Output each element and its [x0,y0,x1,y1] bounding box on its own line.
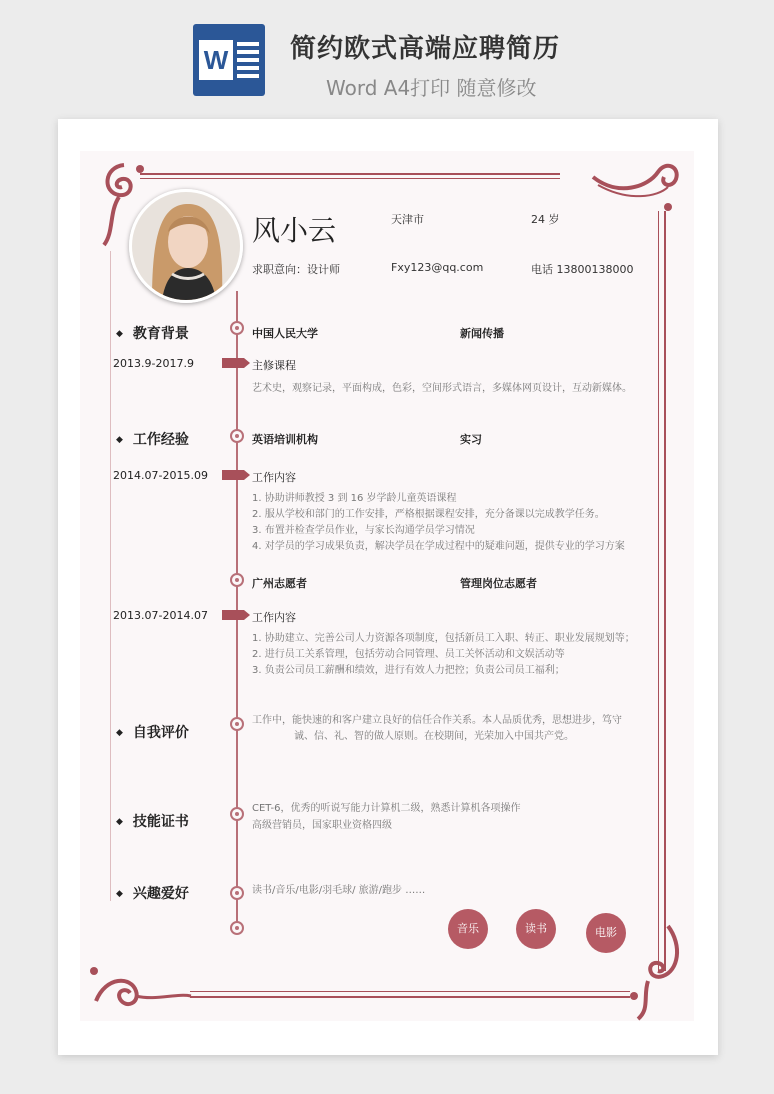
resume-sheet [80,151,694,1021]
timeline-dot [230,886,244,900]
frame-top-line [140,173,560,175]
major: 新闻传播 [460,327,504,340]
job-intent: 求职意向：设计师 [252,263,340,276]
job1-org: 英语培训机构 [252,433,318,446]
school-name: 中国人民大学 [252,327,318,340]
word-letter: W [199,40,233,80]
job2-role: 管理岗位志愿者 [460,577,537,590]
job1-content-label: 工作内容 [252,471,296,484]
arrow-icon [222,358,244,368]
job2-line-3: 3. 负责公司员工薪酬和绩效，进行有效人力把控；负责公司员工福利； [252,665,565,676]
page-header [0,0,774,110]
job2-date: 2013.07-2014.07 [113,609,208,622]
section-title-self: ◆ 自我评价 [116,725,189,741]
frame-left-line [110,251,111,901]
arrow-icon [222,470,244,480]
diamond-icon: ◆ [116,889,123,899]
document-title: 简约欧式高端应聘简历 [290,34,561,64]
ornament-top-right-icon [588,157,688,217]
job2-org: 广州志愿者 [252,577,307,590]
frame-right-line-thin [658,211,659,971]
hobby-bubble-reading: 读书 [516,909,556,949]
timeline-dot [230,921,244,935]
section-title-work: ◆ 工作经验 [116,432,189,448]
age: 24 岁 [531,213,560,226]
education-date: 2013.9-2017.9 [113,357,194,370]
frame-top-line-thin [140,178,560,179]
ornament-bottom-left-icon [86,951,196,1021]
avatar-icon [132,192,240,300]
job1-line-4: 4. 对学员的学习成果负责，解决学员在学成过程中的疑难问题，提供专业的学习方案 [252,541,625,552]
email: Fxy123@qq.com [391,261,484,274]
course-label: 主修课程 [252,359,296,372]
city: 天津市 [391,213,424,226]
document-subtitle: Word A4打印 随意修改 [326,76,537,100]
frame-right-line [664,211,666,971]
self-line-2: 诚、信、礼、智的做人原则。在校期间，光荣加入中国共产党。 [294,731,574,742]
diamond-icon: ◆ [116,728,123,738]
hobby-bubble-music: 音乐 [448,909,488,949]
job2-content-label: 工作内容 [252,611,296,624]
self-line-1: 工作中，能快速的和客户建立良好的信任合作关系。本人品质优秀，思想进步，笃守 [252,715,622,726]
section-title-hobbies: ◆ 兴趣爱好 [116,886,189,902]
skills-line-1: CET-6，优秀的听说写能力计算机二级，熟悉计算机各项操作 [252,803,521,814]
word-icon [193,24,265,96]
job1-role: 实习 [460,433,482,446]
candidate-name: 风小云 [252,214,337,247]
job1-line-1: 1. 协助讲师教授 3 到 16 岁学龄儿童英语课程 [252,493,457,504]
diamond-icon: ◆ [116,435,123,445]
ornament-bottom-right-icon [628,921,692,1021]
arrow-icon [222,610,244,620]
skills-line-2: 高级营销员，国家职业资格四级 [252,820,392,831]
course-list: 艺术史，观察记录，平面构成，色彩，空间形式语言，多媒体网页设计，互动新媒体。 [252,383,632,394]
timeline-dot [230,573,244,587]
resume-page [58,119,718,1055]
diamond-icon: ◆ [116,329,123,339]
job2-line-2: 2. 进行员工关系管理，包括劳动合同管理、员工关怀活动和文娱活动等 [252,649,565,660]
timeline-dot [230,717,244,731]
hobbies-text: 读书/音乐/电影/羽毛球/ 旅游/跑步 …… [252,885,426,896]
job2-line-1: 1. 协助建立、完善公司人力资源各项制度，包括新员工入职、转正、职业发展规划等； [252,633,635,644]
timeline-dot [230,321,244,335]
job1-line-3: 3. 布置并检查学员作业，与家长沟通学员学习情况 [252,525,475,536]
frame-bottom-line [190,996,630,998]
section-title-education: ◆ 教育背景 [116,326,189,342]
timeline-dot [230,429,244,443]
diamond-icon: ◆ [116,817,123,827]
frame-bottom-line-thin [190,991,630,992]
profile-photo [129,189,243,303]
job1-line-2: 2. 服从学校和部门的工作安排，严格根据课程安排，充分备课以完成教学任务。 [252,509,605,520]
timeline-dot [230,807,244,821]
section-title-skills: ◆ 技能证书 [116,814,189,830]
phone: 电话 13800138000 [531,263,634,276]
hobby-bubble-movies: 电影 [586,913,626,953]
job1-date: 2014.07-2015.09 [113,469,208,482]
